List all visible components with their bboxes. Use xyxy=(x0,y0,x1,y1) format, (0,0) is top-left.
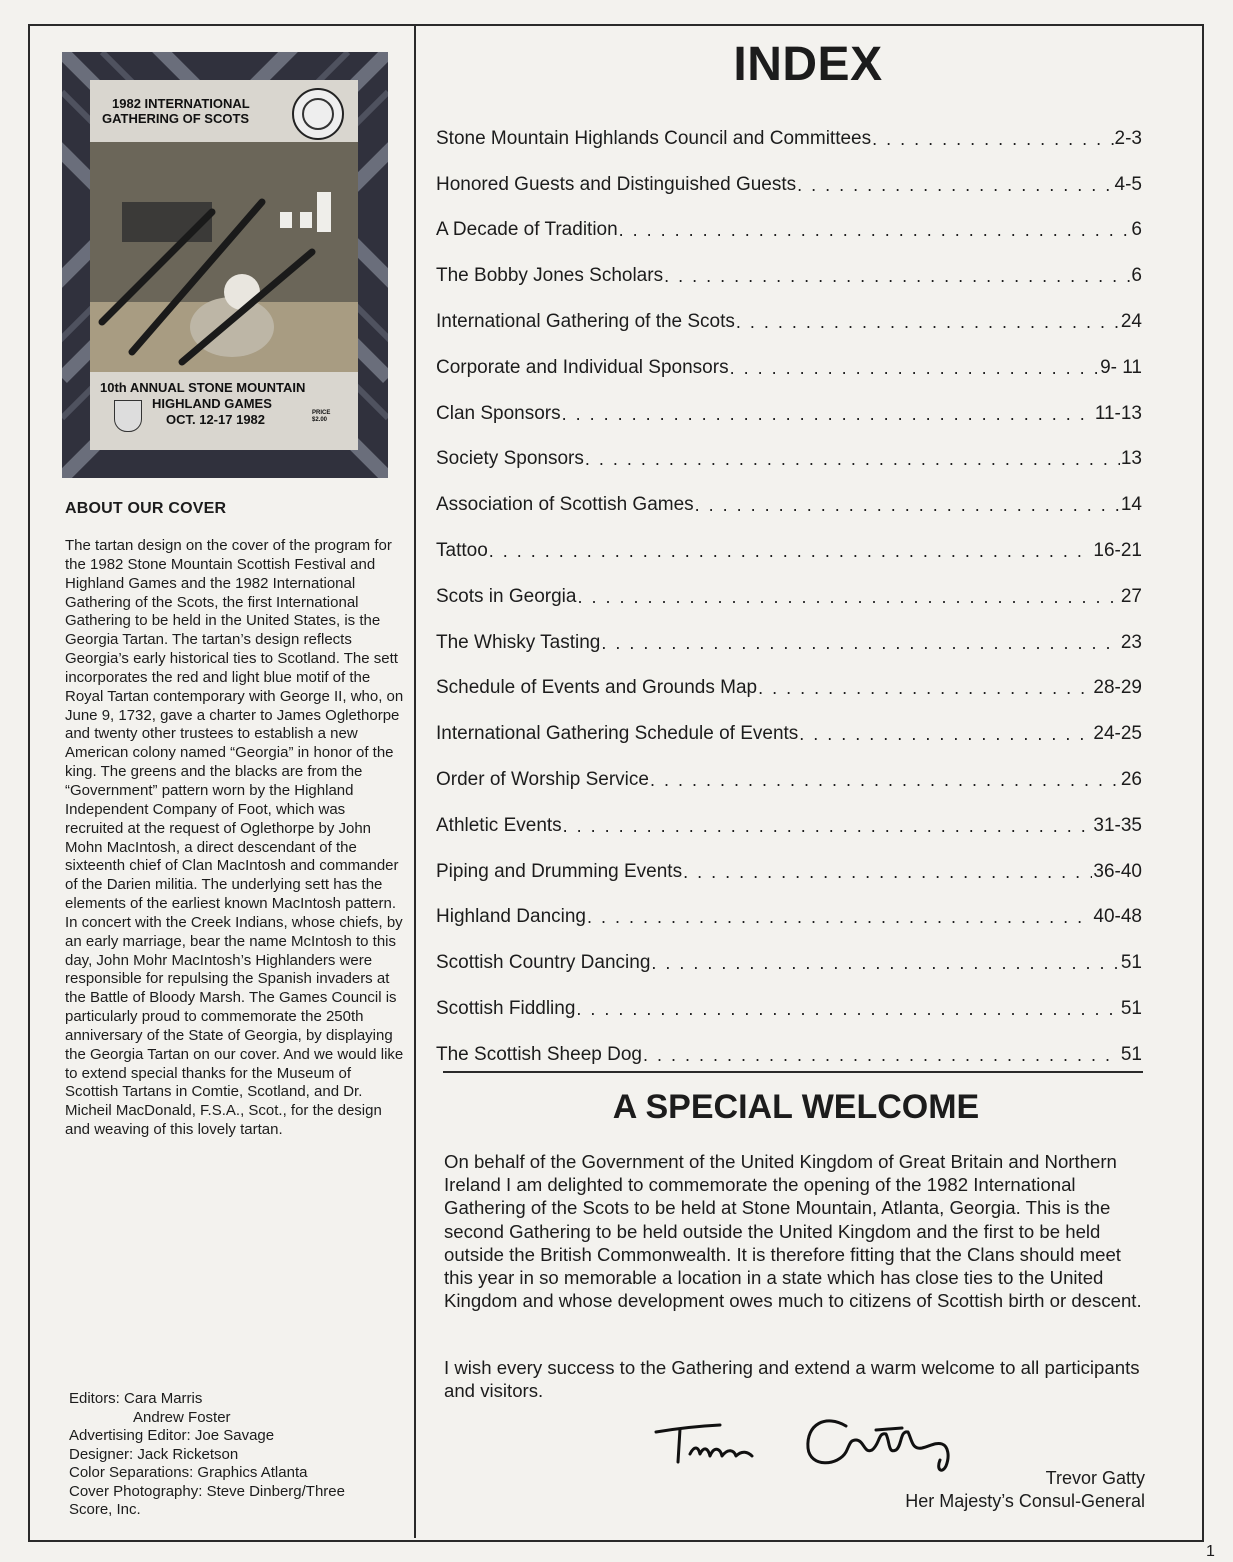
index-entry-page: 40-48 xyxy=(1093,906,1142,928)
index-entry xyxy=(436,1020,1142,1066)
dot-leader xyxy=(736,312,1120,333)
dot-leader xyxy=(563,816,1093,837)
index-entry-title: Highland Dancing xyxy=(436,906,586,928)
index-entry-title: The Whisky Tasting xyxy=(436,631,601,653)
dot-leader xyxy=(650,770,1120,791)
credits-photography-2: Score, Inc. xyxy=(69,1501,141,1518)
index-entry-page: 4-5 xyxy=(1114,173,1142,195)
index-entry-title: The Bobby Jones Scholars xyxy=(436,265,664,287)
index-entry xyxy=(436,333,1142,379)
index-entry-title: Piping and Drumming Events xyxy=(436,860,683,882)
page-number: 1 xyxy=(1206,1543,1215,1560)
index-list xyxy=(436,104,1142,1066)
credits xyxy=(69,1390,409,1520)
index-entry xyxy=(436,516,1142,562)
index-entry-page: 6 xyxy=(1131,265,1142,287)
index-entry xyxy=(436,699,1142,745)
index-entry-page: 13 xyxy=(1120,448,1142,470)
index-entry xyxy=(436,287,1142,333)
signatory-title: Her Majesty’s Consul-General xyxy=(905,1491,1145,1511)
index-entry xyxy=(436,150,1142,196)
index-entry-title: International Gathering of the Scots xyxy=(436,310,735,332)
index-entry-page: 26 xyxy=(1120,768,1142,790)
index-entry-title: Schedule of Events and Grounds Map xyxy=(436,677,758,699)
index-title: INDEX xyxy=(733,38,883,91)
welcome-title: A SPECIAL WELCOME xyxy=(612,1088,980,1126)
dot-leader xyxy=(601,633,1119,654)
index-entry-title: The Scottish Sheep Dog xyxy=(436,1043,642,1065)
dot-leader xyxy=(619,220,1131,241)
index-entry-page: 16-21 xyxy=(1093,539,1142,561)
index-entry-page: 36-40 xyxy=(1093,860,1142,882)
index-entry-page: 11-13 xyxy=(1094,402,1142,424)
index-entry-title: Athletic Events xyxy=(436,814,562,836)
dot-leader xyxy=(585,449,1120,470)
index-entry xyxy=(436,791,1142,837)
index-entry xyxy=(436,379,1142,425)
dot-leader xyxy=(576,999,1119,1020)
index-entry xyxy=(436,974,1142,1020)
index-entry xyxy=(436,654,1142,700)
index-entry-title: Tattoo xyxy=(436,539,488,561)
dot-leader xyxy=(664,266,1130,287)
index-entry-page: 51 xyxy=(1120,1043,1142,1065)
cover-price xyxy=(312,410,330,424)
credits-designer: Designer: Jack Ricketson xyxy=(69,1445,239,1463)
index-entry xyxy=(436,196,1142,242)
dot-leader xyxy=(651,953,1119,974)
credits-color-separations: Color Separations: Graphics Atlanta xyxy=(69,1464,308,1481)
gathering-seal-icon xyxy=(292,88,344,140)
index-entry xyxy=(436,883,1142,929)
index-entry xyxy=(436,928,1142,974)
index-entry-title: Scots in Georgia xyxy=(436,585,577,607)
dot-leader xyxy=(562,404,1094,425)
index-entry-page: 23 xyxy=(1120,631,1142,653)
index-entry-page: 14 xyxy=(1120,494,1142,516)
price-value: $2.00 xyxy=(312,417,328,423)
dot-leader xyxy=(758,678,1092,699)
credits-editors-2: Andrew Foster xyxy=(133,1408,231,1426)
index-entry xyxy=(436,425,1142,471)
dot-leader xyxy=(643,1045,1120,1066)
index-entry xyxy=(436,745,1142,791)
credits-editors: Editors: Cara Marris xyxy=(69,1390,203,1407)
index-entry-page: 9- 11 xyxy=(1100,356,1142,378)
credits-advertising: Advertising Editor: Joe Savage xyxy=(69,1427,275,1444)
dot-leader xyxy=(577,587,1119,608)
index-entry-page: 24 xyxy=(1120,310,1142,332)
welcome-paragraph-2: I wish every success to the Gathering and extend a warm welcome to all participants and visitors. xyxy=(444,1357,1140,1402)
dot-leader xyxy=(797,175,1113,196)
index-entry-page: 51 xyxy=(1120,997,1142,1019)
cover-title-line1: 1982 INTERNATIONAL xyxy=(112,96,250,111)
cover-photo xyxy=(62,52,388,478)
dot-leader xyxy=(730,358,1100,379)
index-entry xyxy=(436,608,1142,654)
index-entry xyxy=(436,562,1142,608)
cover-title xyxy=(102,96,282,126)
index-entry xyxy=(436,837,1142,883)
index-entry-title: Honored Guests and Distinguished Guests xyxy=(436,173,797,195)
index-entry-page: 2-3 xyxy=(1114,127,1142,149)
index-entry-title: Association of Scottish Games xyxy=(436,494,694,516)
cover-caption-line3: OCT. 12-17 1982 xyxy=(166,412,266,427)
dot-leader xyxy=(799,724,1092,745)
about-cover-heading: ABOUT OUR COVER xyxy=(65,500,227,517)
index-entry-title: A Decade of Tradition xyxy=(436,219,618,241)
index-entry xyxy=(436,470,1142,516)
index-entry-title: Scottish Fiddling xyxy=(436,997,576,1019)
welcome-paragraph-1: On behalf of the Government of the United Kingdom of Great Britain and Northern Ireland I am delighted to commemorate the opening of the 1982 International Gathering of the Scots to be held at Stone Mountain, Atlanta, Georgia. This is the second Gathering to be held outside the United Kingdom and the first to be held outside the British Commonwealth. It is therefore fitting that the Clans should meet this year in so memorable a location in a state which has close ties to the United Kingdom and whose development owes much to citizens of Scottish birth or descent. xyxy=(444,1151,1142,1312)
index-entry-page: 28-29 xyxy=(1093,677,1142,699)
cover-title-line2: GATHERING OF SCOTS xyxy=(102,111,250,126)
index-entry-title: Clan Sponsors xyxy=(436,402,561,424)
price-label: PRICE xyxy=(312,410,331,416)
dot-leader xyxy=(587,907,1092,928)
section-rule xyxy=(443,1071,1143,1073)
column-divider xyxy=(414,26,416,1538)
index-entry xyxy=(436,241,1142,287)
index-entry-page: 24-25 xyxy=(1093,723,1142,745)
index-entry-title: Society Sponsors xyxy=(436,448,584,470)
index-entry-title: Order of Worship Service xyxy=(436,768,649,790)
index-entry-page: 51 xyxy=(1120,952,1142,974)
index-entry-page: 27 xyxy=(1120,585,1142,607)
cover-caption-line1: 10th ANNUAL STONE MOUNTAIN xyxy=(100,380,306,395)
index-entry-page: 31-35 xyxy=(1093,814,1142,836)
handwritten-signature xyxy=(650,1410,1010,1474)
about-cover-text: The tartan design on the cover of the program for the 1982 Stone Mountain Scottish Festival and Highland Games and the 1982 International Gathering of the Scots, the first International Gathering to be held in the United States, is the Georgia Tartan. The tartan’s design reflects Georgia’s early historical ties to Scotland. The sett incorporates the red and light blue motif of the Royal Tartan contemporary with George II, who, on June 9, 1732, gave a charter to James Oglethorpe and twenty other trustees to establish a new American colony named “Georgia” in honor of the king. The greens and the blacks are from the “Government” pattern worn by the Highland Independent Company of Foot, which was recruited at the request of Oglethorpe by John Mohn MacIntosh, a direct descendant of the sixteenth chief of Clan MacIntosh and commander of the Darien militia. The underlying sett has the elements of the earliest known MacIntosh pattern. In concert with the Creek Indians, whose chiefs, by an early marriage, bear the name McIntosh to this day, John Mohr MacIntosh’s Highlanders were responsible for repulsing the Spanish invaders at the Battle of Bloody Marsh. The Games Council is particularly proud to commemorate the 250th anniversary of the State of Georgia, by displaying the Georgia Tartan on our cover. And we would like to extend special thanks for the Museum of Scottish Tartans in Comtie, Scotland, and Dr. Micheil MacDonald, F.S.A., Scot., for the design and weaving of this lovely tartan. xyxy=(65,537,404,1139)
dot-leader xyxy=(489,541,1093,562)
cover-caption xyxy=(102,380,342,436)
games-shield-icon xyxy=(114,400,142,432)
index-entry-page: 6 xyxy=(1131,219,1142,241)
signatory-name: Trevor Gatty xyxy=(1045,1468,1145,1488)
cover-caption-line2: HIGHLAND GAMES xyxy=(152,396,272,411)
index-entry-title: International Gathering Schedule of Events xyxy=(436,723,799,745)
dot-leader xyxy=(695,495,1120,516)
credits-photography: Cover Photography: Steve Dinberg/Three xyxy=(69,1482,345,1500)
dot-leader xyxy=(683,862,1092,883)
dot-leader xyxy=(872,129,1113,150)
index-entry-title: Scottish Country Dancing xyxy=(436,952,651,974)
index-entry xyxy=(436,104,1142,150)
index-entry-title: Stone Mountain Highlands Council and Committees xyxy=(436,127,872,149)
index-entry-title: Corporate and Individual Sponsors xyxy=(436,356,729,378)
